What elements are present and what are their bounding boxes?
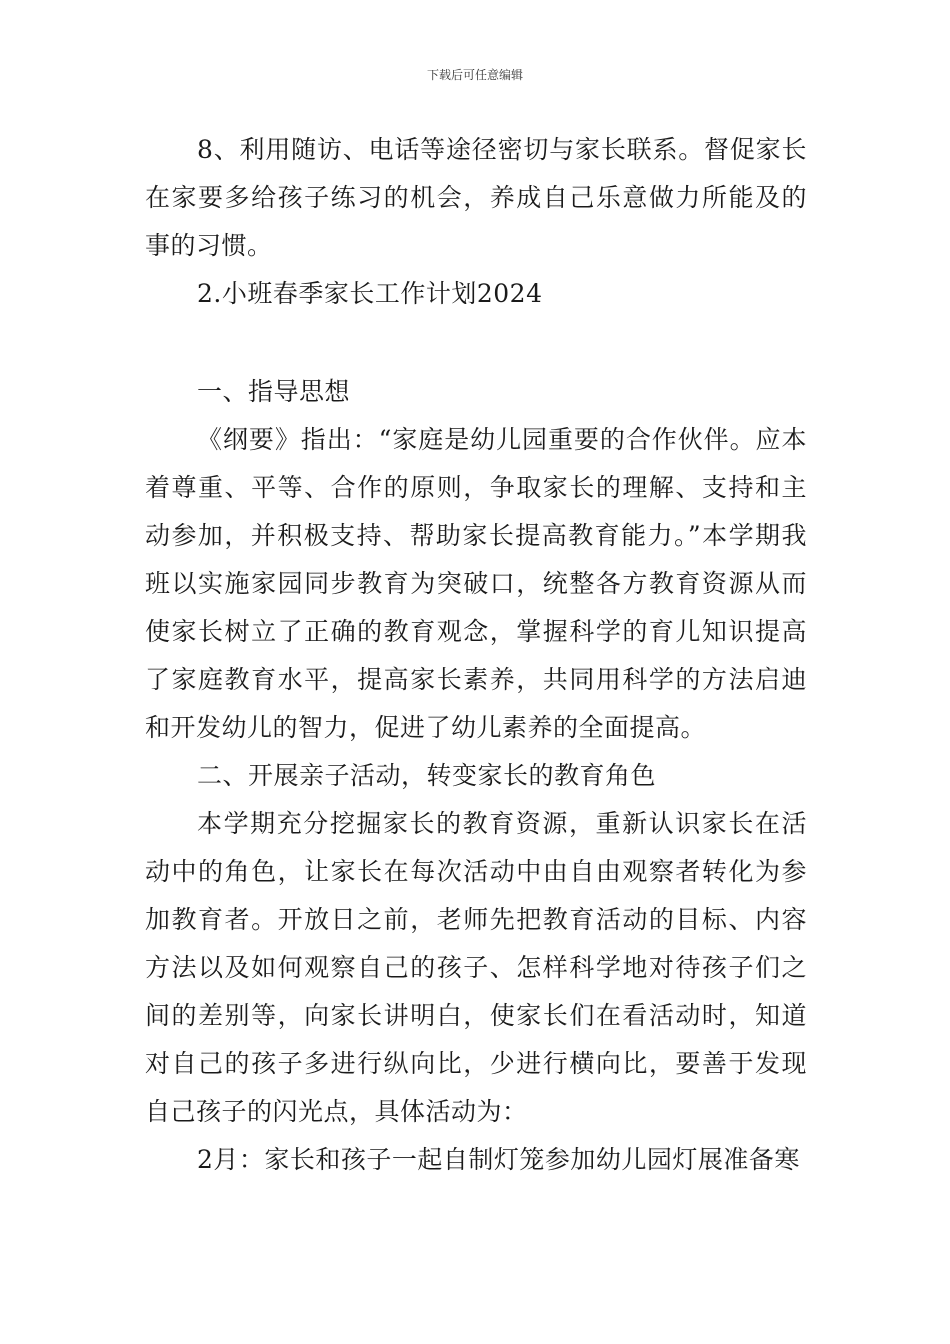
section-title: 2.小班春季家长工作计划2024	[197, 279, 543, 308]
header-note: 下载后可任意编辑	[426, 68, 523, 82]
list-item-8: 8、利用随访、电话等途径密切与家长联系。督促家长在家要多给孩子练习的机会，养成自己乐意做力所能及的事的习惯。	[145, 135, 807, 260]
paragraph-guiding-ideology: 《纲要》指出：“家庭是幼儿园重要的合作伙伴。应本着尊重、平等、合作的原则，争取家长的理解、支持和主动参加，并积极支持、帮助家长提高教育能力。”本学期我班以实施家园同步教育为突破口，统整各方教育资源从而使家长树立了正确的教育观念，掌握科学的育儿知识提高了家庭教育水平，提高家长素养，共同用科学的方法启迪和开发幼儿的智力，促进了幼儿素养的全面提高。	[145, 425, 807, 742]
paragraph-parent-child-activities: 本学期充分挖掘家长的教育资源，重新认识家长在活动中的角色，让家长在每次活动中由自由观察者转化为参加教育者。开放日之前，老师先把教育活动的目标、内容方法以及如何观察自己的孩子、怎样科学地对待孩子们之间的差别等，向家长讲明白，使家长们在看活动时，知道对自己的孩子多进行纵向比，少进行横向比，要善于发现自己孩子的闪光点，具体活动为：	[145, 809, 807, 1126]
heading-guiding-ideology: 一、指导思想	[197, 377, 351, 406]
document-body	[145, 126, 807, 1184]
paragraph-february-activity: 2月：家长和孩子一起自制灯笼参加幼儿园灯展准备寒	[197, 1145, 800, 1174]
heading-parent-child-activities: 二、开展亲子活动，转变家长的教育角色	[197, 761, 657, 790]
